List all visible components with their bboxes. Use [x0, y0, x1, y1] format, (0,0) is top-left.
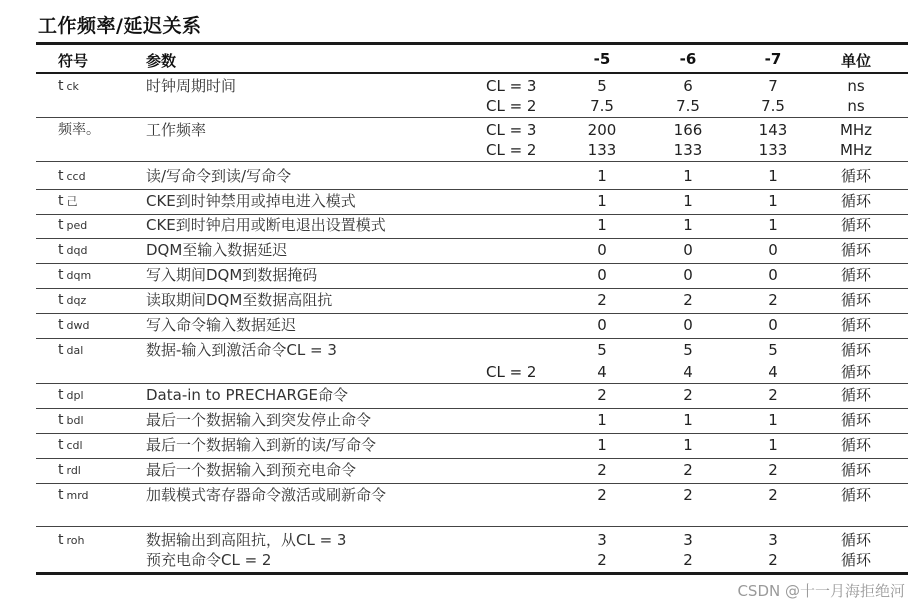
- cell-v6: 1: [683, 216, 693, 234]
- table-row-line: [36, 460, 908, 480]
- table-row: [36, 460, 908, 484]
- table-row: [36, 530, 908, 571]
- table-row: [36, 485, 908, 527]
- header-param: 参数: [146, 52, 177, 70]
- cell-v6: 1: [683, 411, 693, 429]
- cell-param: 数据输出到高阻抗，从CL = 3: [146, 531, 347, 549]
- cell-v5: 200: [587, 121, 617, 139]
- symbol-subscript: dqd: [66, 244, 88, 257]
- cell-param: 最后一个数据输入到新的读/写命令: [146, 436, 377, 454]
- table-row: [36, 240, 908, 264]
- cell-v6: 3: [683, 531, 693, 549]
- watermark: CSDN @十一月海拒绝河: [737, 582, 905, 600]
- table-top-rule: [36, 42, 908, 45]
- cell-v5: 2: [597, 461, 607, 479]
- header-symbol: 符号: [58, 52, 89, 70]
- cell-v6: 2: [683, 291, 693, 309]
- cell-symbol: [58, 315, 89, 336]
- cell-v7: 1: [768, 216, 778, 234]
- page-title: 工作频率/延迟关系: [38, 15, 202, 37]
- symbol-text: t: [58, 317, 64, 333]
- table-row-line: [36, 215, 908, 235]
- cell-v6: 2: [683, 551, 693, 569]
- cell-cl: CL = 3: [486, 77, 537, 95]
- cell-v7: 0: [768, 316, 778, 334]
- cell-cl: CL = 2: [486, 363, 537, 381]
- symbol-subscript: dpl: [66, 389, 84, 402]
- symbol-text: t: [58, 342, 64, 358]
- cell-symbol: [58, 96, 61, 117]
- table-row-line: [36, 315, 908, 335]
- cell-symbol: [58, 340, 83, 361]
- symbol-subscript: rdl: [66, 464, 81, 477]
- symbol-subscript: bdl: [66, 414, 84, 427]
- cell-unit: MHz: [839, 121, 873, 139]
- cell-symbol: [58, 240, 87, 261]
- cell-v6: 1: [683, 436, 693, 454]
- cell-v7: 0: [768, 266, 778, 284]
- cell-param: 写入命令输入数据延迟: [146, 316, 297, 334]
- cell-unit: 循环: [840, 363, 871, 381]
- symbol-text: t: [58, 532, 64, 548]
- cell-param: 加载模式寄存器命令激活或刷新命令: [146, 486, 387, 504]
- symbol-subscript: ped: [66, 219, 88, 232]
- cell-v5: 2: [597, 486, 607, 504]
- cell-v6: 0: [683, 241, 693, 259]
- cell-v5: 2: [597, 386, 607, 404]
- cell-unit: 循环: [840, 167, 871, 185]
- cell-v6: 133: [673, 141, 703, 159]
- cell-unit: ns: [847, 77, 865, 95]
- cell-v6: 1: [683, 167, 693, 185]
- symbol-text: t: [58, 217, 64, 233]
- cell-v6: 7.5: [676, 97, 700, 115]
- cell-symbol: [58, 265, 91, 286]
- table-row-line: [36, 120, 908, 140]
- table-header-rule: [36, 72, 908, 74]
- cell-param: 最后一个数据输入到突发停止命令: [146, 411, 372, 429]
- cell-symbol: [58, 385, 84, 406]
- cell-v6: 0: [683, 266, 693, 284]
- symbol-subscript: roh: [66, 534, 85, 547]
- table-row: [36, 191, 908, 215]
- cell-v7: 7: [768, 77, 778, 95]
- cell-symbol: [58, 166, 86, 187]
- symbol-subscript: ck: [66, 80, 79, 93]
- cell-unit: 循环: [840, 291, 871, 309]
- symbol-text: t: [58, 412, 64, 428]
- cell-v7: 1: [768, 436, 778, 454]
- cell-symbol: [58, 410, 84, 431]
- cell-v6: 2: [683, 461, 693, 479]
- cell-v6: 6: [683, 77, 693, 95]
- symbol-subscript: dal: [66, 344, 84, 357]
- cell-unit: 循环: [840, 436, 871, 454]
- symbol-text: t: [58, 292, 64, 308]
- cell-v7: 4: [768, 363, 778, 381]
- cell-v5: 7.5: [590, 97, 614, 115]
- cell-symbol: [58, 530, 84, 551]
- symbol-subscript: ccd: [66, 170, 86, 183]
- cell-v5: 5: [597, 341, 607, 359]
- table-row-line: [36, 340, 908, 360]
- cell-param: DQM至输入数据延迟: [146, 241, 288, 259]
- symbol-text: t: [58, 78, 64, 94]
- header-v7: -7: [764, 50, 782, 68]
- table-row-line: [36, 435, 908, 455]
- table-row: [36, 315, 908, 339]
- table-bottom-rule: [36, 572, 908, 575]
- table-row: [36, 340, 908, 384]
- cell-param: 读取期间DQM至数据高阻抗: [146, 291, 333, 309]
- cell-v5: 1: [597, 411, 607, 429]
- cell-unit: 循环: [840, 341, 871, 359]
- cell-symbol: [58, 76, 79, 97]
- cell-unit: 循环: [840, 386, 871, 404]
- cell-v5: 1: [597, 192, 607, 210]
- symbol-subscript: dqz: [66, 294, 87, 307]
- symbol-text: t: [58, 242, 64, 258]
- cell-v5: 1: [597, 167, 607, 185]
- table-row-line: [36, 385, 908, 405]
- cell-param: 读/写命令到读/写命令: [146, 167, 292, 185]
- table-row-line: [36, 410, 908, 430]
- cell-symbol: [58, 290, 86, 311]
- cell-v5: 0: [597, 266, 607, 284]
- symbol-subscript: dwd: [66, 319, 90, 332]
- cell-v5: 4: [597, 363, 607, 381]
- cell-v5: 133: [587, 141, 617, 159]
- cell-param: Data-in to PRECHARGE命令: [146, 386, 348, 404]
- cell-param: 写入期间DQM到数据掩码: [146, 266, 318, 284]
- cell-param: 预充电命令CL = 2: [146, 551, 272, 569]
- cell-unit: 循环: [840, 551, 871, 569]
- cell-unit: 循环: [840, 316, 871, 334]
- table-row-line: [36, 140, 908, 160]
- symbol-text: t: [58, 437, 64, 453]
- cell-v6: 2: [683, 386, 693, 404]
- cell-v5: 1: [597, 216, 607, 234]
- cell-unit: 循环: [840, 461, 871, 479]
- table-row: [36, 385, 908, 409]
- symbol-text: t: [58, 168, 64, 184]
- cell-symbol: [58, 362, 61, 383]
- table-row-line: [36, 265, 908, 285]
- table-row: [36, 290, 908, 314]
- cell-v6: 5: [683, 341, 693, 359]
- symbol-text: t: [58, 267, 64, 283]
- cell-v6: 166: [673, 121, 703, 139]
- table-row-line: [36, 530, 908, 550]
- cell-symbol: [58, 485, 89, 506]
- cell-cl: CL = 2: [486, 141, 537, 159]
- symbol-text: t: [58, 387, 64, 403]
- cell-v7: 143: [758, 121, 788, 139]
- cell-symbol: [58, 215, 87, 236]
- table-row: [36, 166, 908, 190]
- cell-param: 最后一个数据输入到预充电命令: [146, 461, 357, 479]
- cell-unit: 循环: [840, 486, 871, 504]
- table-row-line: [36, 290, 908, 310]
- cell-unit: 循环: [840, 531, 871, 549]
- symbol-subscript: mrd: [66, 489, 89, 502]
- table-row-line: [36, 362, 908, 382]
- table-row: [36, 76, 908, 118]
- table-row-line: [36, 96, 908, 116]
- cell-unit: MHz: [839, 141, 873, 159]
- cell-unit: 循环: [840, 216, 871, 234]
- table-row: [36, 410, 908, 434]
- symbol-subscript: 己: [66, 195, 78, 208]
- cell-symbol: [58, 120, 103, 141]
- table-row-line: [36, 166, 908, 186]
- cell-v7: 7.5: [761, 97, 785, 115]
- table-row: [36, 265, 908, 289]
- cell-v7: 2: [768, 551, 778, 569]
- cell-v7: 1: [768, 167, 778, 185]
- cell-v7: 2: [768, 291, 778, 309]
- cell-v5: 0: [597, 316, 607, 334]
- cell-v5: 0: [597, 241, 607, 259]
- cell-param: 时钟周期时间: [146, 77, 237, 95]
- cell-param: CKE到时钟启用或断电退出设置模式: [146, 216, 386, 234]
- header-unit: 单位: [840, 52, 871, 70]
- cell-symbol: [58, 460, 81, 481]
- table-row-line: [36, 240, 908, 260]
- symbol-text: 频率。: [58, 122, 100, 138]
- cell-unit: 循环: [840, 411, 871, 429]
- symbol-text: t: [58, 462, 64, 478]
- cell-symbol: [58, 435, 83, 456]
- cell-cl: CL = 3: [486, 121, 537, 139]
- cell-v7: 2: [768, 486, 778, 504]
- cell-v5: 5: [597, 77, 607, 95]
- table-row-line: [36, 550, 908, 570]
- cell-v7: 1: [768, 411, 778, 429]
- cell-v7: 2: [768, 386, 778, 404]
- cell-v7: 133: [758, 141, 788, 159]
- cell-v5: 1: [597, 436, 607, 454]
- cell-param: 数据-输入到激活命令CL = 3: [146, 341, 337, 359]
- cell-symbol: [58, 550, 61, 571]
- table-row-line: [36, 76, 908, 96]
- table-row: [36, 435, 908, 459]
- cell-v7: 3: [768, 531, 778, 549]
- cell-unit: ns: [847, 97, 865, 115]
- cell-v6: 0: [683, 316, 693, 334]
- cell-v5: 2: [597, 551, 607, 569]
- cell-v6: 1: [683, 192, 693, 210]
- symbol-subscript: dqm: [66, 269, 92, 282]
- cell-v6: 4: [683, 363, 693, 381]
- cell-symbol: [58, 191, 78, 212]
- cell-v7: 1: [768, 192, 778, 210]
- cell-param: 工作频率: [146, 121, 207, 139]
- cell-v5: 3: [597, 531, 607, 549]
- symbol-subscript: cdl: [66, 439, 83, 452]
- cell-unit: 循环: [840, 241, 871, 259]
- cell-v7: 0: [768, 241, 778, 259]
- symbol-text: t: [58, 487, 64, 503]
- header-v6: -6: [679, 50, 697, 68]
- cell-v5: 2: [597, 291, 607, 309]
- cell-v7: 5: [768, 341, 778, 359]
- cell-param: CKE到时钟禁用或掉电进入模式: [146, 192, 356, 210]
- cell-unit: 循环: [840, 266, 871, 284]
- cell-symbol: [58, 140, 61, 161]
- cell-cl: CL = 2: [486, 97, 537, 115]
- header-v5: -5: [593, 50, 611, 68]
- cell-unit: 循环: [840, 192, 871, 210]
- cell-v6: 2: [683, 486, 693, 504]
- table-row: [36, 215, 908, 239]
- table-row-line: [36, 485, 908, 505]
- table-row-line: [36, 191, 908, 211]
- symbol-text: t: [58, 193, 64, 209]
- table-row: [36, 120, 908, 162]
- cell-v7: 2: [768, 461, 778, 479]
